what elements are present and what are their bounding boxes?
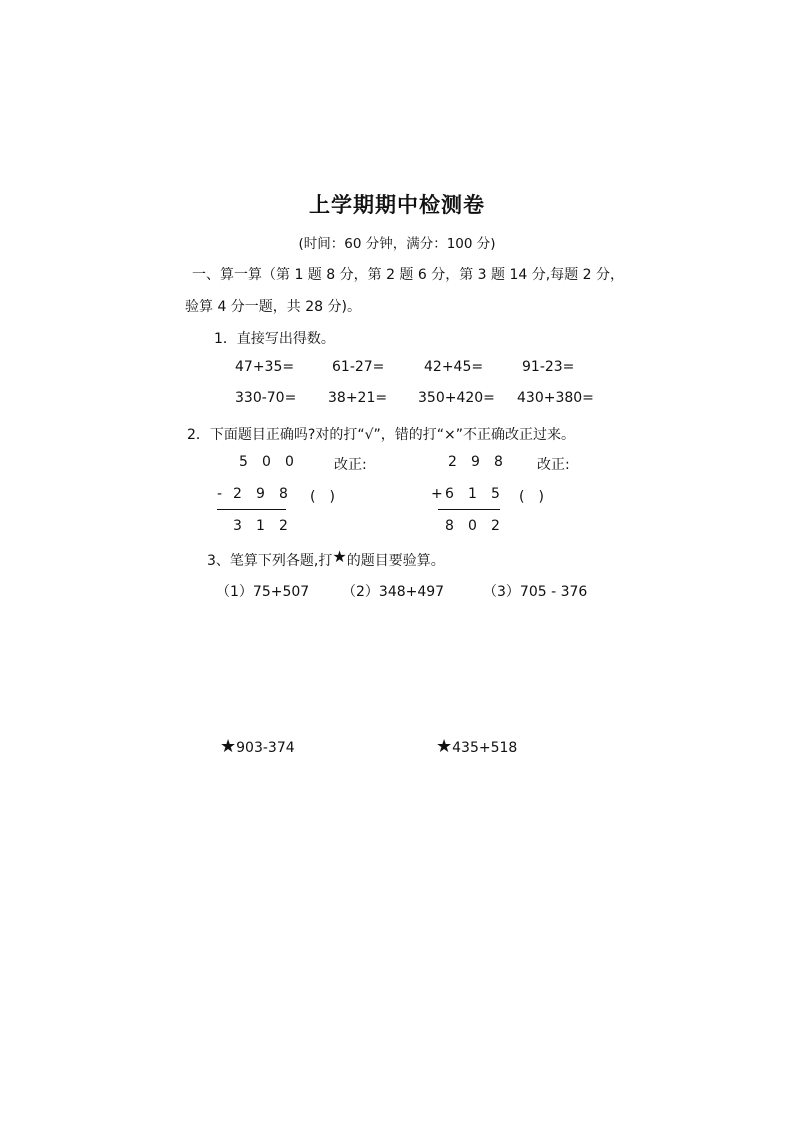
q1-problem: 47+35= [235, 359, 295, 375]
right-answer-paren[interactable]: ( ) [519, 489, 544, 505]
star-icon: ★ [220, 736, 237, 757]
question3-label-post: 的题目要验算。 [346, 553, 445, 569]
left-problem-mid-digits [226, 486, 295, 502]
digit: 2 [279, 518, 288, 534]
right-problem-top-digits [441, 454, 510, 470]
digit: 1 [468, 486, 477, 502]
starred-problem [436, 738, 517, 756]
left-problem-top-digits [232, 454, 301, 470]
q3-problem: （2）348+497 [342, 584, 445, 600]
right-operator: + [431, 486, 443, 502]
q1-problem: 350+420= [418, 390, 495, 406]
right-fix-label: 改正: [537, 457, 570, 473]
starred-problem [220, 738, 295, 756]
right-sum-line [438, 509, 500, 510]
right-problem-mid-digits [438, 486, 507, 502]
question1-label: 1．直接写出得数。 [214, 331, 335, 347]
digit: 2 [491, 518, 500, 534]
digit: 8 [494, 454, 503, 470]
digit: 8 [279, 486, 288, 502]
section1-heading-line1: 一、算一算（第 1 题 8 分，第 2 题 6 分，第 3 题 14 分,每题 2 分， [192, 267, 625, 283]
question2-label: 2．下面题目正确吗?对的打“√”，错的打“×”不正确改正过来。 [187, 427, 575, 443]
right-problem-result-digits [438, 518, 507, 534]
left-problem-result-digits [226, 518, 295, 534]
question3-label [207, 547, 445, 570]
digit: 6 [445, 486, 454, 502]
question3-label-pre: 3、笔算下列各题,打 [207, 553, 333, 569]
left-sum-line [217, 509, 286, 510]
left-answer-paren[interactable]: ( ) [310, 489, 335, 505]
digit: 5 [491, 486, 500, 502]
digit: 9 [256, 486, 265, 502]
q1-problem: 42+45= [424, 359, 484, 375]
digit: 0 [468, 518, 477, 534]
section1-heading-line2: 验算 4 分一题，共 28 分)。 [185, 299, 361, 315]
digit: 1 [256, 518, 265, 534]
q1-problem: 430+380= [517, 390, 594, 406]
q3-problem: （3）705 - 376 [483, 584, 588, 600]
left-operator: - [217, 486, 223, 502]
digit: 2 [233, 486, 242, 502]
q1-problem: 91-23= [522, 359, 575, 375]
q1-problem: 330-70= [235, 390, 297, 406]
q3-problem: （1）75+507 [216, 584, 310, 600]
digit: 0 [285, 454, 294, 470]
digit: 2 [448, 454, 457, 470]
starred-problem-text: 903-374 [236, 740, 295, 756]
digit: 9 [471, 454, 480, 470]
page-subtitle: (时间：60 分钟，满分：100 分) [298, 236, 496, 252]
star-icon: ★ [436, 736, 453, 757]
digit: 5 [239, 454, 248, 470]
page-title: 上学期期中检测卷 [309, 193, 485, 217]
left-fix-label: 改正: [334, 457, 367, 473]
q1-problem: 61-27= [332, 359, 385, 375]
digit: 3 [233, 518, 242, 534]
q1-problem: 38+21= [328, 390, 388, 406]
digit: 0 [262, 454, 271, 470]
starred-problem-text: 435+518 [452, 740, 518, 756]
digit: 8 [445, 518, 454, 534]
star-icon: ★ [332, 547, 347, 566]
